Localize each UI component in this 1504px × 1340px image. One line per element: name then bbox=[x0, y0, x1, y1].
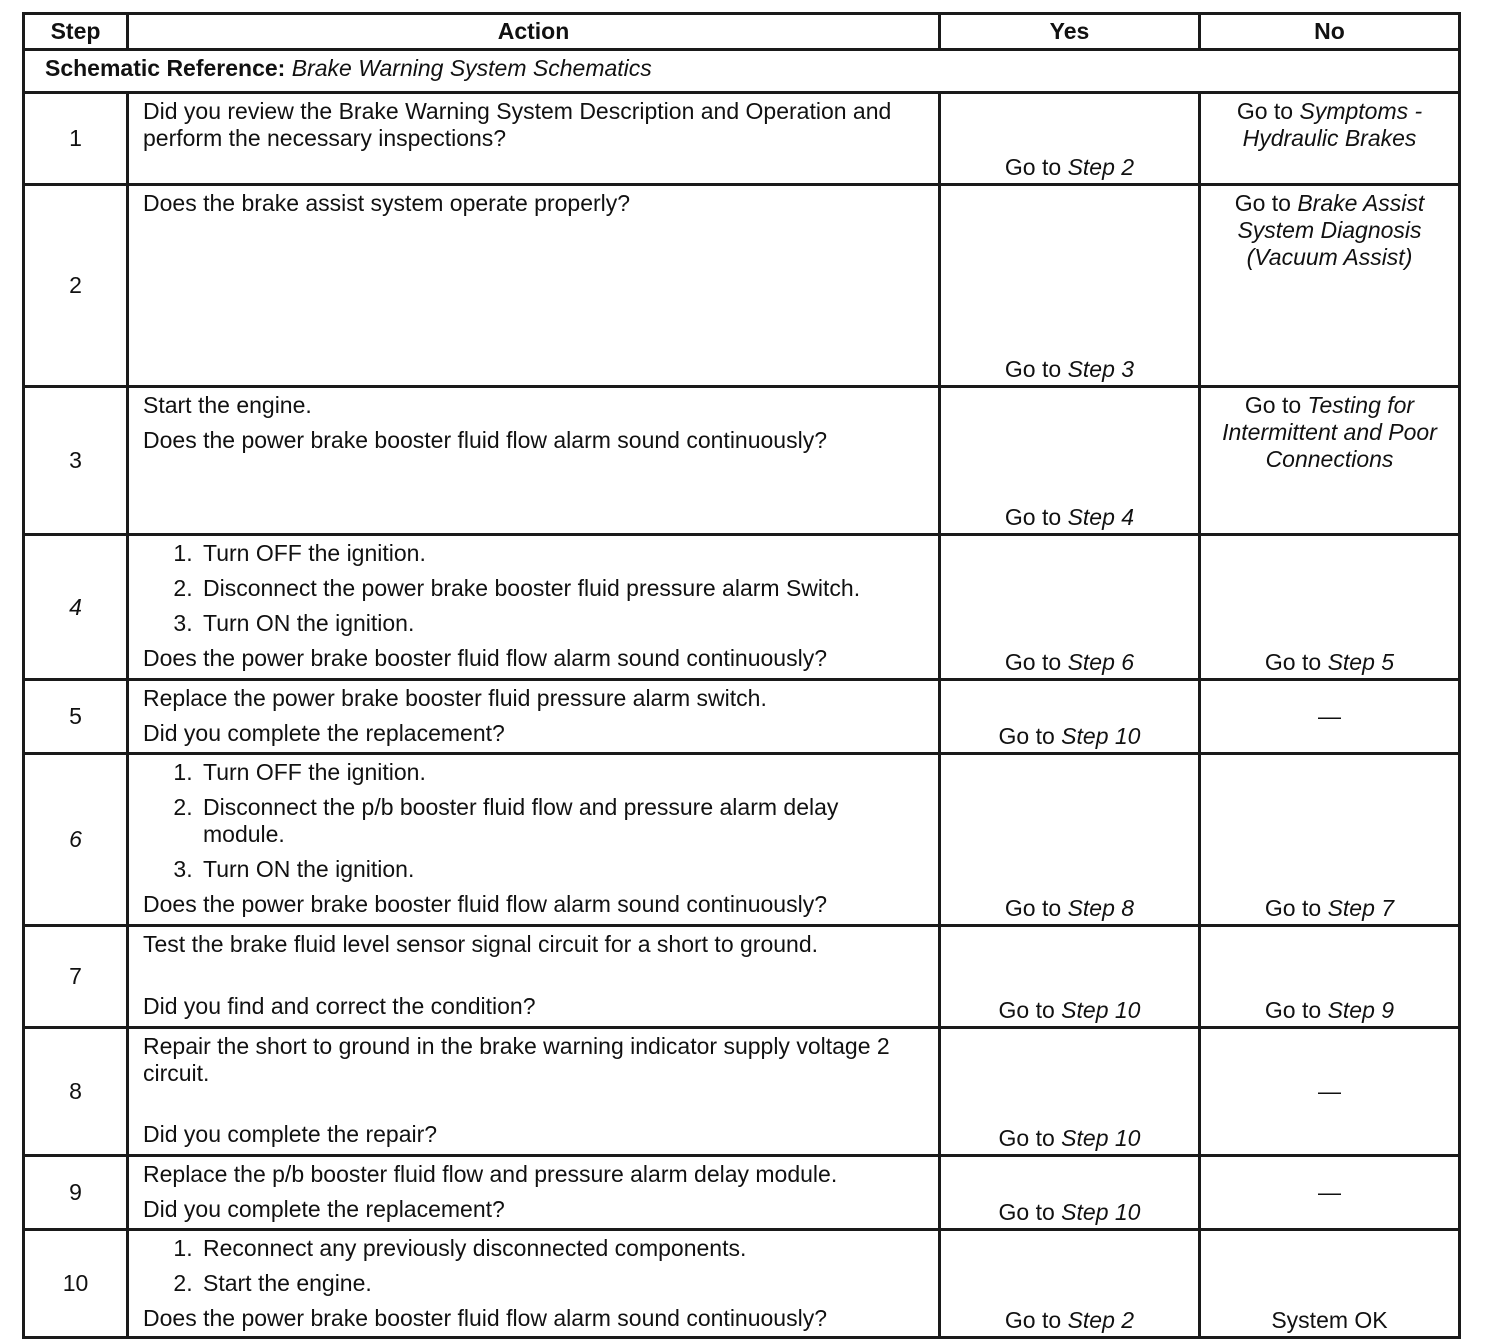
yes-link[interactable]: Step 10 bbox=[1061, 1125, 1141, 1151]
yes-link[interactable]: Step 10 bbox=[1061, 1199, 1141, 1225]
yes-cell: Go to Step 10 bbox=[940, 1156, 1200, 1230]
action-cell bbox=[128, 93, 940, 185]
action-cell bbox=[128, 754, 940, 926]
action-text: Does the brake assist system operate properly? bbox=[143, 190, 631, 216]
header-yes: Yes bbox=[940, 14, 1200, 50]
no-link[interactable]: Symptoms - Hydraulic Brakes bbox=[1242, 98, 1423, 151]
no-cell: — bbox=[1200, 1156, 1460, 1230]
list-item: 2. Disconnect the p/b booster fluid flow and pressure alarm delay module. bbox=[199, 794, 924, 848]
action-question: Does the power brake booster fluid flow alarm sound continuously? bbox=[143, 891, 827, 917]
table-row bbox=[24, 1230, 1460, 1338]
action-question: Did you find and correct the condition? bbox=[143, 993, 536, 1019]
header-step: Step bbox=[24, 14, 128, 50]
action-cell bbox=[128, 680, 940, 754]
yes-cell: Go to Step 3 bbox=[940, 185, 1200, 387]
schematic-link[interactable]: Brake Warning System Schematics bbox=[291, 55, 652, 81]
no-cell: Go to Step 9 bbox=[1200, 926, 1460, 1028]
no-cell: — bbox=[1200, 1028, 1460, 1156]
yes-cell: Go to Step 6 bbox=[940, 535, 1200, 680]
list-item: 3. Turn ON the ignition. bbox=[199, 610, 924, 637]
yes-link[interactable]: Step 10 bbox=[1061, 997, 1141, 1023]
list-item: 2. Disconnect the power brake booster fluid pressure alarm Switch. bbox=[199, 575, 924, 602]
table-row bbox=[24, 535, 1460, 680]
yes-link[interactable]: Step 2 bbox=[1067, 1307, 1135, 1333]
no-cell: Go to Step 5 bbox=[1200, 535, 1460, 680]
action-steps-list bbox=[143, 1235, 924, 1297]
yes-link[interactable]: Step 2 bbox=[1067, 154, 1135, 180]
yes-cell: Go to Step 4 bbox=[940, 387, 1200, 535]
action-question: Did you complete the replacement? bbox=[143, 1196, 505, 1222]
action-steps-list bbox=[143, 540, 924, 637]
no-link[interactable]: Brake Assist System Diagnosis (Vacuum Assist) bbox=[1237, 190, 1425, 270]
table-row bbox=[24, 926, 1460, 1028]
list-item: 3. Turn ON the ignition. bbox=[199, 856, 924, 883]
no-link[interactable]: Step 5 bbox=[1327, 649, 1395, 675]
no-cell: — bbox=[1200, 680, 1460, 754]
no-link[interactable]: Step 7 bbox=[1327, 895, 1395, 921]
table-row bbox=[24, 1028, 1460, 1156]
step-number: 9 bbox=[24, 1156, 128, 1230]
step-number: 4 bbox=[24, 535, 128, 680]
list-item: 1. Reconnect any previously disconnected components. bbox=[199, 1235, 924, 1262]
yes-link[interactable]: Step 4 bbox=[1067, 504, 1135, 530]
table-row bbox=[24, 185, 1460, 387]
action-question: Does the power brake booster fluid flow alarm sound continuously? bbox=[143, 427, 827, 453]
step-number: 7 bbox=[24, 926, 128, 1028]
list-item: 2. Start the engine. bbox=[199, 1270, 924, 1297]
yes-cell: Go to Step 10 bbox=[940, 680, 1200, 754]
action-cell bbox=[128, 535, 940, 680]
step-number: 1 bbox=[24, 93, 128, 185]
action-question: Did you complete the replacement? bbox=[143, 720, 505, 746]
yes-cell: Go to Step 2 bbox=[940, 93, 1200, 185]
no-cell: Go to Brake Assist System Diagnosis (Vacuum Assist) bbox=[1200, 185, 1460, 387]
action-text: Replace the p/b booster fluid flow and pressure alarm delay module. bbox=[143, 1161, 838, 1187]
action-cell bbox=[128, 185, 940, 387]
no-cell: Go to Symptoms - Hydraulic Brakes bbox=[1200, 93, 1460, 185]
action-text: Test the brake fluid level sensor signal circuit for a short to ground. bbox=[143, 931, 819, 957]
step-number: 8 bbox=[24, 1028, 128, 1156]
yes-link[interactable]: Step 8 bbox=[1067, 895, 1135, 921]
action-cell bbox=[128, 926, 940, 1028]
schematic-reference bbox=[24, 50, 1460, 93]
step-number: 5 bbox=[24, 680, 128, 754]
yes-link[interactable]: Step 10 bbox=[1061, 723, 1141, 749]
action-cell bbox=[128, 1156, 940, 1230]
yes-link[interactable]: Step 6 bbox=[1067, 649, 1135, 675]
action-steps-list bbox=[143, 759, 924, 883]
action-text: Start the engine. bbox=[143, 392, 312, 418]
header-no: No bbox=[1200, 14, 1460, 50]
action-question: Does the power brake booster fluid flow alarm sound continuously? bbox=[143, 645, 827, 671]
step-number: 6 bbox=[24, 754, 128, 926]
table-row bbox=[24, 1156, 1460, 1230]
list-item: 1. Turn OFF the ignition. bbox=[199, 759, 924, 786]
schematic-reference-row bbox=[24, 50, 1460, 93]
no-link[interactable]: Step 9 bbox=[1327, 997, 1395, 1023]
header-action: Action bbox=[128, 14, 940, 50]
action-text: Did you review the Brake Warning System Description and Operation and perform the necessary inspections? bbox=[143, 98, 892, 151]
list-item: 1. Turn OFF the ignition. bbox=[199, 540, 924, 567]
step-number: 10 bbox=[24, 1230, 128, 1338]
yes-cell: Go to Step 2 bbox=[940, 1230, 1200, 1338]
action-question: Does the power brake booster fluid flow alarm sound continuously? bbox=[143, 1305, 827, 1331]
step-number: 3 bbox=[24, 387, 128, 535]
action-question: Did you complete the repair? bbox=[143, 1121, 438, 1147]
action-text: Replace the power brake booster fluid pressure alarm switch. bbox=[143, 685, 767, 711]
no-link[interactable]: Testing for Intermittent and Poor Connections bbox=[1222, 392, 1437, 472]
table-row bbox=[24, 680, 1460, 754]
table-row bbox=[24, 387, 1460, 535]
diagnostic-table bbox=[22, 12, 1461, 1339]
action-cell bbox=[128, 1028, 940, 1156]
table-row bbox=[24, 93, 1460, 185]
no-cell: Go to Step 7 bbox=[1200, 754, 1460, 926]
yes-cell: Go to Step 10 bbox=[940, 926, 1200, 1028]
action-text: Repair the short to ground in the brake warning indicator supply voltage 2 circuit. bbox=[143, 1033, 890, 1086]
table-row bbox=[24, 754, 1460, 926]
no-cell: Go to Testing for Intermittent and Poor Connections bbox=[1200, 387, 1460, 535]
no-cell: System OK bbox=[1200, 1230, 1460, 1338]
schematic-label: Schematic Reference: bbox=[45, 55, 286, 81]
action-cell bbox=[128, 1230, 940, 1338]
action-cell bbox=[128, 387, 940, 535]
yes-link[interactable]: Step 3 bbox=[1067, 356, 1135, 382]
header-row bbox=[24, 14, 1460, 50]
yes-cell: Go to Step 10 bbox=[940, 1028, 1200, 1156]
yes-cell: Go to Step 8 bbox=[940, 754, 1200, 926]
step-number: 2 bbox=[24, 185, 128, 387]
